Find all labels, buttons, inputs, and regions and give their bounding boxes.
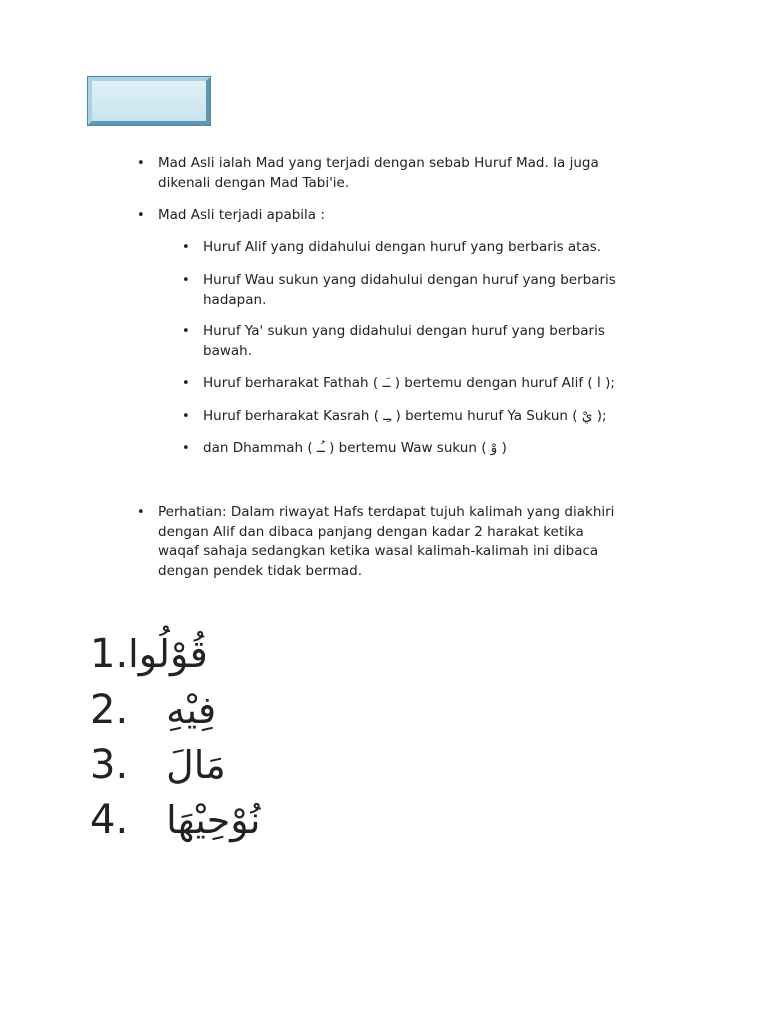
dhammah-text-a: dan Dhammah ( xyxy=(203,440,313,456)
dhammah-text-c: ) xyxy=(501,440,507,456)
alif-letter: ا xyxy=(597,375,601,391)
waw-sukun-letter: وْ xyxy=(490,440,498,456)
fathah-text-c: ); xyxy=(605,375,615,391)
fathah-text-b: ) bertemu dengan huruf Alif ( xyxy=(394,375,593,391)
word-item-4 xyxy=(90,796,260,844)
kasrah-text-a: Huruf berharakat Kasrah ( xyxy=(203,408,379,424)
word-item-3 xyxy=(90,741,226,789)
word-number: 1. xyxy=(90,631,129,677)
fathah-mark: ـَـ xyxy=(382,375,391,391)
bullet-perhatian: • Perhatian: Dalam riwayat Hafs terdapat tujuh kalimah yang diakhiri dengan Alif dan dibaca panjang dengan kadar 2 harakat ketika waqaf sahaja sedangkan ketika wasal kalimah-kalimah ini dibaca dengan pendek tidak bermad. xyxy=(158,503,628,581)
title-box xyxy=(88,77,210,125)
word-item-1 xyxy=(90,630,208,678)
sub-bullet-dhammah xyxy=(203,439,673,459)
fathah-text-a: Huruf berharakat Fathah ( xyxy=(203,375,379,391)
sub-bullet-wau: • Huruf Wau sukun yang didahului dengan huruf yang berbaris hadapan. xyxy=(203,271,643,310)
word-item-2 xyxy=(90,686,216,734)
bullet-mad-asli-conditions: • Mad Asli terjadi apabila : xyxy=(158,206,628,226)
word-number: 4. xyxy=(90,797,129,843)
kasrah-text-b: ) bertemu huruf Ya Sukun ( xyxy=(395,408,578,424)
bullet-mad-asli-definition: • Mad Asli ialah Mad yang terjadi dengan sebab Huruf Mad. Ia juga dikenali dengan Mad Tabi'ie. xyxy=(158,154,628,193)
arabic-word: فِيْهِ xyxy=(166,688,217,732)
ya-sukun-letter: يْ xyxy=(581,408,593,424)
word-number: 3. xyxy=(90,742,129,788)
sub-bullet-fathah xyxy=(203,374,673,394)
sub-bullet-ya: • Huruf Ya' sukun yang didahului dengan huruf yang berbaris bawah. xyxy=(203,322,643,361)
dhammah-text-b: ) bertemu Waw sukun ( xyxy=(329,440,487,456)
arabic-word: قُوْلُوا xyxy=(128,632,208,676)
arabic-word: نُوْحِيْهَا xyxy=(166,798,261,842)
arabic-word: مَالَ xyxy=(166,743,226,787)
kasrah-mark: ـِـ xyxy=(383,408,392,424)
kasrah-text-c: ); xyxy=(596,408,607,424)
word-number: 2. xyxy=(90,687,129,733)
sub-bullet-kasrah xyxy=(203,407,673,427)
sub-bullet-alif: • Huruf Alif yang didahului dengan huruf yang berbaris atas. xyxy=(203,238,643,258)
dhammah-mark: ـُـ xyxy=(316,440,325,456)
